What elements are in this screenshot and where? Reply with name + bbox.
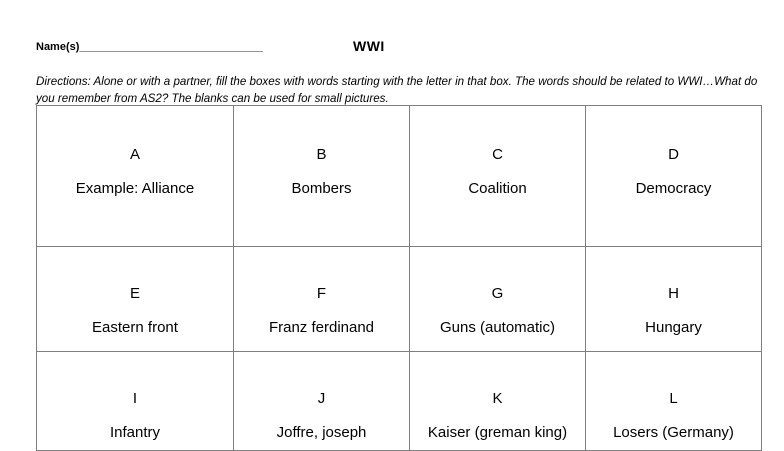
cell-word: Democracy <box>635 180 712 197</box>
grid-cell-d[interactable] <box>586 106 762 247</box>
grid-cell-b[interactable] <box>234 106 410 247</box>
cell-word: Joffre, joseph <box>276 424 367 441</box>
cell-letter: C <box>492 146 503 163</box>
cell-letter: F <box>316 285 327 302</box>
cell-word: Hungary <box>645 319 702 336</box>
cell-letter: G <box>491 285 504 302</box>
cell-letter: A <box>129 146 140 163</box>
cell-letter: H <box>668 285 679 302</box>
cell-word: Bombers <box>291 180 352 197</box>
cell-word: Guns (automatic) <box>439 319 556 336</box>
cell-letter: B <box>316 146 327 163</box>
cell-word: Eastern front <box>92 319 178 336</box>
grid-cell-j[interactable] <box>234 352 410 451</box>
cell-letter: E <box>129 285 140 302</box>
cell-word: Example: Alliance <box>75 180 195 197</box>
grid-cell-f[interactable] <box>234 247 410 352</box>
cell-word: Infantry <box>109 424 161 441</box>
cell-letter: I <box>132 390 138 407</box>
cell-word: Losers (Germany) <box>613 424 734 441</box>
cell-letter: J <box>317 390 326 407</box>
name-field-label: Name(s)______________________________ <box>36 41 263 53</box>
cell-word: Coalition <box>468 180 527 197</box>
grid-cell-k[interactable] <box>410 352 586 451</box>
grid-cell-c[interactable] <box>410 106 586 247</box>
grid-cell-g[interactable] <box>410 247 586 352</box>
cell-letter: K <box>492 390 503 407</box>
cell-letter: D <box>668 146 679 163</box>
alphabet-grid <box>36 105 762 451</box>
cell-word: Franz ferdinand <box>268 319 375 336</box>
grid-cell-a[interactable] <box>37 106 234 247</box>
grid-cell-h[interactable] <box>586 247 762 352</box>
cell-letter: L <box>669 390 678 407</box>
page-title: WWI <box>353 38 385 54</box>
grid-cell-e[interactable] <box>37 247 234 352</box>
grid-cell-i[interactable] <box>37 352 234 451</box>
cell-word: Kaiser (greman king) <box>427 424 568 441</box>
directions-text: Directions: Alone or with a partner, fill the boxes with words starting with the letter in that box. The words should be related to WWI…What do you remember from AS2? The blanks can be used for small pictures. <box>36 75 758 105</box>
grid-cell-l[interactable] <box>586 352 762 451</box>
